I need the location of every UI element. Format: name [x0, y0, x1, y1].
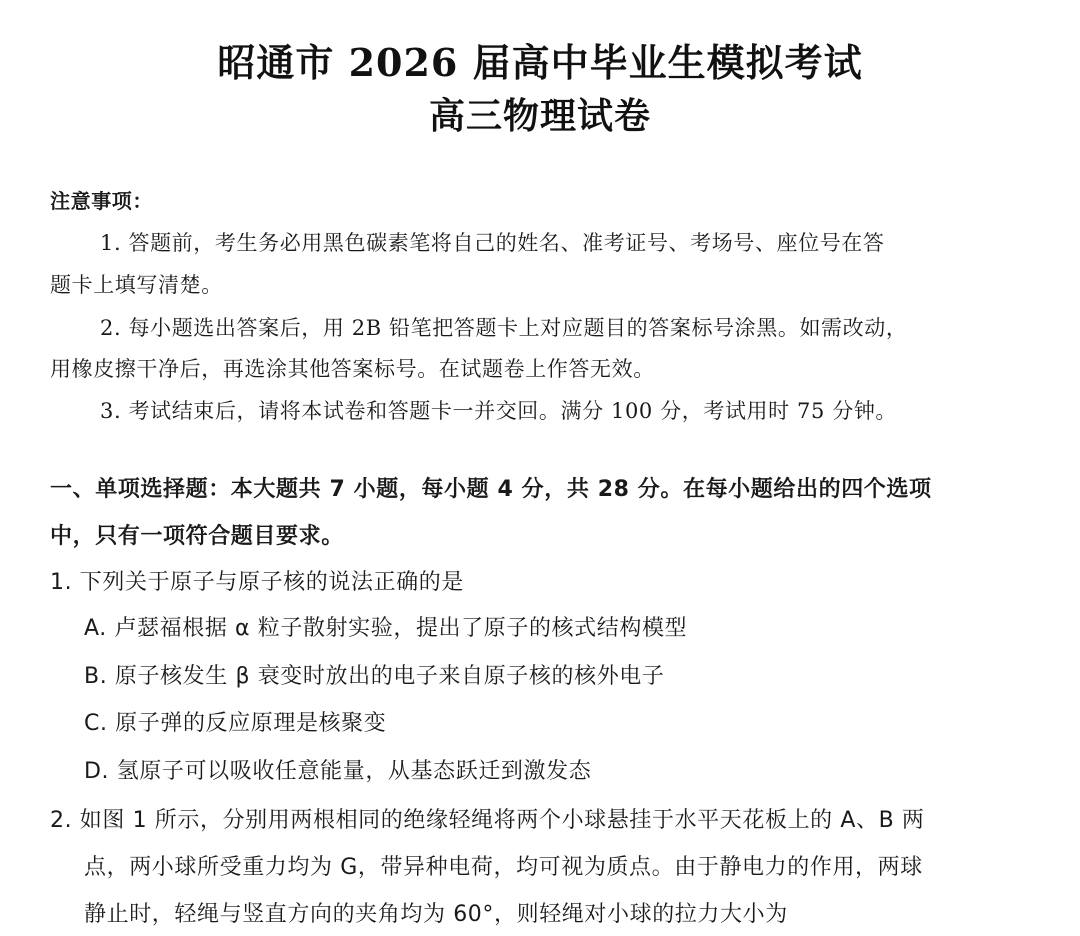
notice-item-2-line-1: 2. 每小题选出答案后，用 2B 铅笔把答题卡上对应题目的答案标号涂黑。如需改动，	[100, 316, 908, 340]
question-1-stem: 1. 下列关于原子与原子核的说法正确的是	[50, 570, 464, 595]
question-1-option-b: B. 原子核发生 β 衰变时放出的电子来自原子核的核外电子	[84, 664, 665, 689]
notice-heading: 注意事项：	[50, 189, 153, 213]
section-1-heading-line-1: 一、单项选择题：本大题共 7 小题，每小题 4 分，共 28 分。在每小题给出的四个选项	[50, 477, 932, 502]
notice-item-1-line-2: 题卡上填写清楚。	[50, 273, 223, 297]
notice-item-2-line-2: 用橡皮擦干净后，再选涂其他答案标号。在试题卷上作答无效。	[50, 357, 655, 381]
question-2-stem-line-1: 2. 如图 1 所示，分别用两根相同的绝缘轻绳将两个小球悬挂于水平天花板上的 A、B 两	[50, 808, 925, 833]
question-1-option-a: A. 卢瑟福根据 α 粒子散射实验，提出了原子的核式结构模型	[84, 616, 688, 641]
question-1-option-d: D. 氢原子可以吸收任意能量，从基态跃迁到激发态	[84, 759, 592, 784]
question-1-option-c: C. 原子弹的反应原理是核聚变	[84, 711, 387, 736]
exam-title: 昭通市 2026 届高中毕业生模拟考试	[217, 40, 863, 85]
question-2-stem-line-3: 静止时，轻绳与竖直方向的夹角均为 60°，则轻绳对小球的拉力大小为	[84, 902, 788, 927]
section-1-heading-line-2: 中，只有一项符合题目要求。	[50, 524, 344, 549]
question-2-stem-line-2: 点，两小球所受重力均为 G，带异种电荷，均可视为质点。由于静电力的作用，两球	[84, 855, 923, 880]
exam-subtitle: 高三物理试卷	[428, 95, 651, 137]
notice-item-3-line-1: 3. 考试结束后，请将本试卷和答题卡一并交回。满分 100 分，考试用时 75 分钟。	[100, 399, 898, 423]
notice-item-1-line-1: 1. 答题前，考生务必用黑色碳素笔将自己的姓名、准考证号、考场号、座位号在答	[100, 231, 885, 255]
